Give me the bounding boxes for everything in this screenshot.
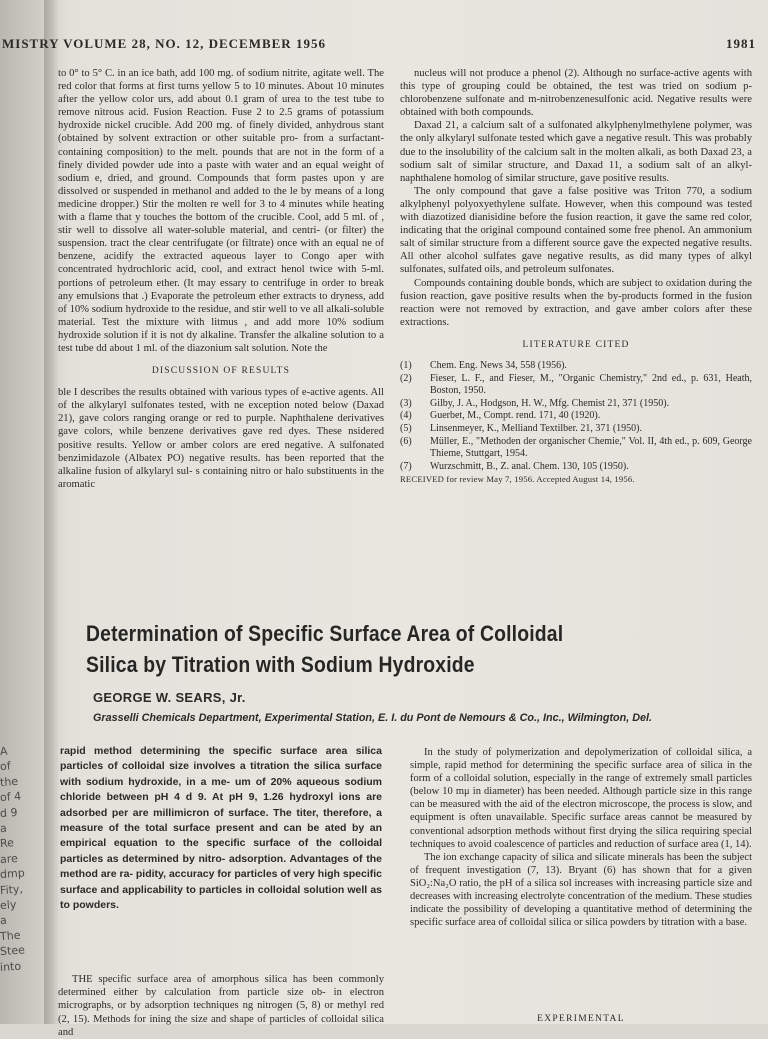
margin-note: Stee: [0, 943, 26, 959]
margin-note: The: [0, 928, 21, 943]
section-heading-literature: LITERATURE CITED: [522, 339, 630, 350]
margin-note: dmp: [0, 866, 26, 882]
article-title-line: Determination of Specific Surface Area of Colloidal: [86, 621, 564, 646]
margin-note: A: [0, 744, 9, 759]
running-header: [0, 36, 768, 56]
margin-note: into: [0, 959, 22, 974]
reference-item: (6) Müller, E., "Methoden der organischer Chemie," Vol. II, 4th ed., p. 609, George Thieme, Stuttgart, 1954.: [400, 435, 752, 460]
section-heading-experimental: EXPERIMENTAL: [537, 1014, 625, 1024]
reference-item: (5) Linsenmeyer, K., Melliand Textilber. 21, 371 (1950).: [400, 422, 643, 434]
reference-item: (4) Guerbet, M., Compt. rend. 171, 40 (1920).: [400, 410, 601, 422]
margin-note: the: [0, 774, 19, 789]
article-title-line: Silica by Titration with Sodium Hydroxide: [86, 652, 475, 677]
paragraph: Compounds containing double bonds, which are subject to oxidation during the fusion reaction, gave positive results when the by-products formed in the fusion reaction were not removed by extraction, and gave amber colors after these extractions.: [400, 277, 752, 328]
paragraph: The ion exchange capacity of silica and silicate minerals has been the subject of frequent investigation (7, 13). Bryant (6) has shown that for a given SiO₂:Na₂O ratio, the pH of a silica sol increases with increasing particle size and decreases with increasing electrolyte concentration of the medium. These studies indicate the possibility of developing a quantitative method of determining the specific surface area of colloidal silica or silica powders by titration with a base.: [410, 851, 752, 929]
margin-note: a: [0, 821, 8, 836]
received-note: RECEIVED for review May 7, 1956. Accepted August 14, 1956.: [400, 474, 635, 485]
margin-note: are: [0, 851, 19, 866]
margin-note: ely: [0, 898, 17, 913]
column-right-top: [400, 67, 752, 486]
reference-item: (2) Fieser, L. F., and Fieser, M., "Organic Chemistry," 2nd ed., p. 631, Heath, Boston, 1950.: [400, 372, 752, 397]
intro-right: [410, 746, 752, 929]
reference-item: (3) Gilby, J. A., Hodgson, H. W., Mfg. Chemist 21, 371 (1950).: [400, 397, 670, 409]
article-title: [86, 618, 632, 680]
margin-note: of 4: [0, 789, 22, 805]
section-heading-discussion: DISCUSSION OF RESULTS: [151, 366, 291, 377]
paragraph: Daxad 21, a calcium salt of a sulfonated alkylphenylmethylene polymer, was the only alkylaryl sulfonate tested which gave a negative result. This was probably due to the insolubility of the calcium salt in the molten alkali, as both Daxad 23, a sodium salt of similar structure, and Daxad 11, a sodium salt of an alkyl-naphthalene homolog of similar structure, gave positive results.: [400, 120, 752, 184]
margin-note: a: [0, 914, 8, 928]
reference-item: (1) Chem. Eng. News 34, 558 (1956).: [400, 359, 567, 371]
discussion-text: ble I describes the results obtained with various types of e-active agents. All of the alkylaryl sulfonates tested, with ne exception noted below (Daxad 21), gave colors ranging orange or red to purple. Naphthalene derivatives gave colors, while benzene derivatives gave red dyes. These nsidered positive results. Yellow or amber colors are ered negative. A sulfonated benzimidazole (Albatex PO) negative results. has been reported that the alkaline fusion of alkylaryl sul- s containing nitro or halo substituents in the aromatic: [58, 387, 384, 490]
abstract-text: rapid method determining the specific surface area silica particles of colloidal size involves a titration the silica surface with sodium hydroxide, in a me- um of 20% aqueous sodium chloride between pH 4 d 9. At pH 9, 1.26 hydroxyl ions are adsorbed per are millimicron of surface. The titer, therefore, a measure of the total surface present and can be ated by an empirical equation to the specific surface of the colloidal particles as determined by nitro- adsorption. Advantages of the method are ra- pidity, accuracy for particles of very high specific surface and applicability to particles in colloidal solution well as to powders.: [60, 745, 382, 912]
author-affiliation: Grasselli Chemicals Department, Experimental Station, E. I. du Pont de Nemours & Co., Inc., Wilmington, Del.: [93, 712, 653, 724]
margin-note: d 9: [0, 805, 18, 820]
intro-left: [58, 973, 384, 1039]
journal-issue: MISTRY VOLUME 28, NO. 12, DECEMBER 1956: [2, 36, 326, 51]
margin-note: Fity,: [0, 882, 24, 897]
reference-item: (7) Wurzschmitt, B., Z. anal. Chem. 130, 105 (1950).: [400, 460, 629, 472]
margin-note: Re: [0, 836, 15, 851]
intro-left-text: THE specific surface area of amorphous silica has been commonly determined either by calculation from particle size ob- in electron micrographs, or by adsorption techniques ng nitrogen (5, 8) or methyl red (2, 15). Methods for ining the size and shape of particles of colloidal silica and: [58, 974, 384, 1038]
paragraph: The only compound that gave a false positive was Triton 770, a sodium alkylphenyl polyoxyethylene sulfate. However, when this compound was tested with diazotized dianisidine before the fusion reaction, it gave the same red color, indicating that the original compound contained some free phenol. An ammonium salt of similar structure from a different source gave the expected negative results. All other alcohol sulfates gave negative results, as did many types of alkyl sulfonates, sulfated oils, and petroleum sulfonates.: [400, 185, 752, 276]
abstract: [60, 744, 382, 913]
procedure-text: to 0° to 5° C. in an ice bath, add 100 mg. of sodium nitrite, agitate well. The red color that forms at first turns yellow 5 to 10 minutes. About 10 minutes after the yellow color urs, add about 0.1 gram of urea to the test tube to remove nitrous acid. Fusion Reaction. Fuse 2 to 2.5 grams of potassium hydroxide nickel crucible. Add 200 mg. of finely divided, anhydrous stant (obtained by solvent extraction or other suitable pro- from a surfactant-containing composition) to the melt. pounds that are not in the form of a finely divided powder ude into a paste with water and an equal weight of sodium e, dried, and ground. Compounds that form pastes upon y are dissolved or suspended in methanol and added to the le by means of a long medicine dropper.) Stir the molten re well for 3 to 4 minutes while heating with a flame that y touches the bottom of the crucible. Cool, add 5 ml. of , stir well to dissolve all water-soluble material, and centri- (or filter) the suspension. tract the clear centrifugate (or filtrate) once with an equal ne of benzene, acidify the extracted aqueous layer to Congo aper with concentrated hydrochloric acid, cool, and extract henol twice with 5-ml. portions of petroleum ether. (It may essary to centrifuge in order to break any emulsions that .) Evaporate the petroleum ether extracts to dryness, add of 10% sodium hydroxide to the residue, and stir well to ve all alkali-soluble material. Test the mixture with litmus , and add more 10% sodium hydroxide solution if it is not dy alkaline. Transfer the alkaline solution to a test tube dd about 1 ml. of the diazonium salt solution. Note the: [58, 68, 384, 354]
margin-note: of: [0, 759, 12, 774]
paragraph: nucleus will not produce a phenol (2). Although no surface-active agents with this type of grouping could be obtained, the test was tried on sodium p-chlorobenzene sulfonate and m-nitrobenzenesulfonic acid. Negative results were obtained with both compounds.: [400, 68, 752, 119]
page-number: 1981: [726, 36, 756, 51]
article-author: GEORGE W. SEARS, Jr.: [93, 690, 246, 705]
column-left-top: [58, 67, 384, 491]
paragraph: In the study of polymerization and depolymerization of colloidal silica, a simple, rapid method for determining the specific surface area of silica in the form of a colloidal solution, especially in the range of extremely small particles (below 10 mμ in diameter) has been needed. Although particle size in this range can be measured with the aid of the electron microscope, the process is slow, and equipment is often unavailable. Specific surface areas cannot be measured by conventional adsorption methods without first drying the silica requiring special techniques to avoid coalescence of particles and reduction of surface area (1, 14).: [410, 747, 752, 850]
reference-list: [400, 360, 752, 473]
handwritten-margin-notes: [0, 742, 60, 1024]
